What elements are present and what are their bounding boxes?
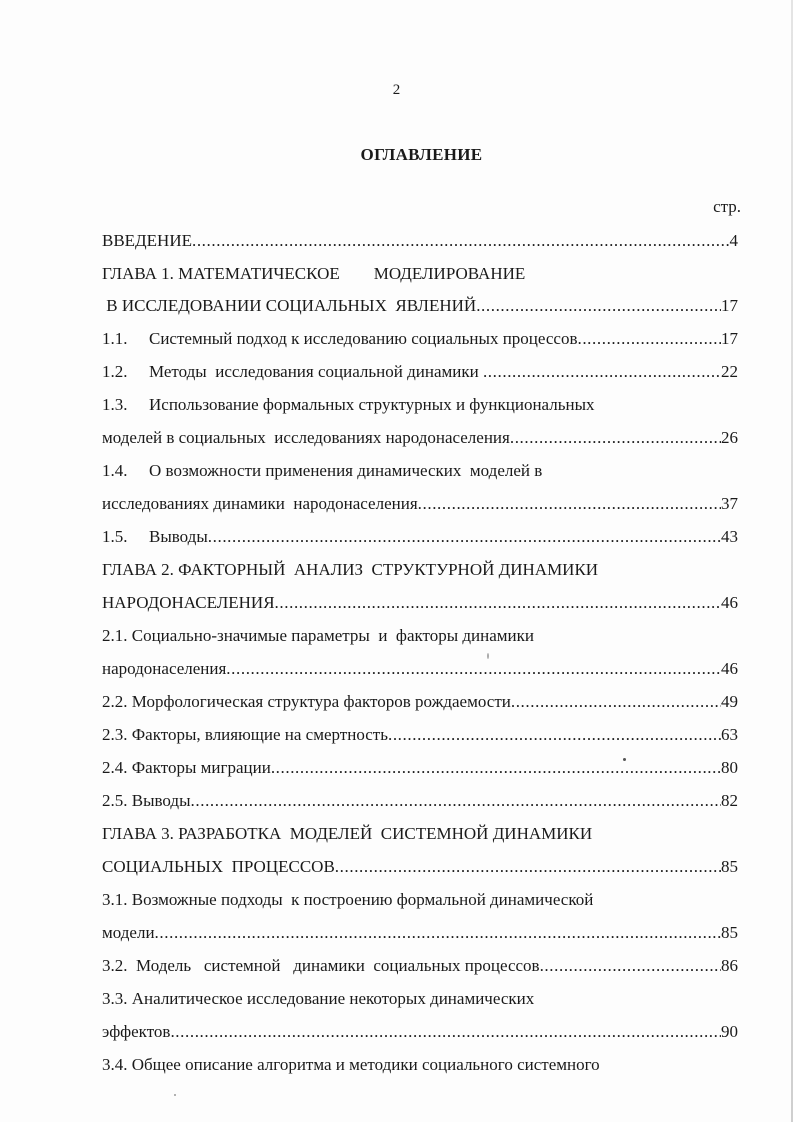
toc-entry-text: 2.2. Морфологическая структура факторов рождаемости: [102, 692, 511, 711]
toc-entry-3-3-cont: [102, 1020, 738, 1044]
toc-entry-chapter-2-cont: [102, 591, 738, 615]
toc-leader-dots: [191, 789, 721, 813]
toc-entry-1-3: [102, 393, 738, 417]
toc-entry-text: 2.3. Факторы, влияющие на смертность: [102, 725, 388, 744]
toc-leader-dots: [170, 1020, 721, 1044]
toc-entry-page: 43: [721, 527, 738, 546]
page-title: ОГЛАВЛЕНИЕ: [360, 145, 483, 164]
toc-entry-page: 17: [721, 329, 738, 348]
toc-entry-page: 49: [721, 692, 738, 711]
toc-entry-text: эффектов: [102, 1022, 171, 1041]
toc-entry-1-2: [102, 360, 738, 384]
toc-entry-2-2: [102, 690, 738, 714]
toc-entry-3-2: [102, 954, 738, 978]
toc-entry-text: 2.1. Социально-значимые параметры и факторы динамики: [102, 626, 534, 645]
toc-entry-text: Выводы: [149, 527, 208, 546]
toc-entry-text: 2.4. Факторы миграции: [102, 758, 271, 777]
toc-leader-dots: [226, 657, 721, 681]
toc-entry-text: народонаселения: [102, 659, 227, 678]
toc-entry-page: 17: [721, 296, 738, 315]
toc-leader-dots: [335, 855, 721, 879]
scan-speck: [623, 758, 626, 761]
toc-entry-2-5: [102, 789, 738, 813]
toc-entry-chapter-3-cont: [102, 855, 738, 879]
toc-entry-text: исследованиях динамики народонаселения: [102, 494, 418, 513]
toc-entry-text: 3.3. Аналитическое исследование некоторых динамических: [102, 989, 535, 1008]
toc-leader-dots: [208, 525, 721, 549]
toc-entry-chapter-2: [102, 558, 738, 582]
toc-leader-dots: [192, 229, 730, 253]
toc-leader-dots: [540, 954, 721, 978]
toc-entry-text: моделей в социальных исследованиях народонаселения: [102, 428, 510, 447]
toc-leader-dots: [510, 426, 721, 450]
toc-entry-3-4: [102, 1053, 738, 1077]
toc-leader-dots: [511, 690, 721, 714]
toc-entry-page: 22: [721, 362, 738, 381]
toc-entry-page: 26: [721, 428, 738, 447]
toc-entry-page: 85: [721, 857, 738, 876]
toc-entry-page: 46: [721, 593, 738, 612]
toc-entry-text: НАРОДОНАСЕЛЕНИЯ: [102, 593, 275, 612]
scan-speck: [487, 653, 489, 659]
toc-leader-dots: [577, 327, 721, 351]
toc-leader-dots: [275, 591, 721, 615]
toc-entry-number: 1.5.: [102, 527, 128, 546]
toc-entry-page: 80: [721, 758, 738, 777]
toc-entry-page: 63: [721, 725, 738, 744]
page-number: 2: [392, 82, 401, 98]
toc-entry-text: СОЦИАЛЬНЫХ ПРОЦЕССОВ: [102, 857, 335, 876]
toc-leader-dots: [418, 492, 721, 516]
toc-entry-2-1: [102, 624, 738, 648]
toc-entry-text: ГЛАВА 3. РАЗРАБОТКА МОДЕЛЕЙ СИСТЕМНОЙ ДИНАМИКИ: [102, 824, 593, 843]
toc-leader-dots: [271, 756, 721, 780]
toc-entry-number: 1.4.: [102, 461, 128, 480]
toc-entry-2-3: [102, 723, 738, 747]
toc-entry-introduction: [102, 229, 738, 253]
scan-speck: [174, 1094, 176, 1096]
toc-leader-dots: [388, 723, 721, 747]
toc-entry-page: 37: [721, 494, 738, 513]
toc-entry-text: ГЛАВА 2. ФАКТОРНЫЙ АНАЛИЗ СТРУКТУРНОЙ ДИНАМИКИ: [102, 560, 599, 579]
toc-leader-dots: [483, 360, 721, 384]
toc-entry-3-3: [102, 987, 738, 1011]
toc-entry-chapter-3: [102, 822, 738, 846]
toc-entry-text: Методы исследования социальной динамики: [149, 362, 483, 381]
toc-entry-1-5: [102, 525, 738, 549]
toc-entry-page: 90: [721, 1022, 738, 1041]
toc-leader-dots: [476, 294, 721, 318]
toc-entry-page: 86: [721, 956, 738, 975]
toc-entry-text: 2.5. Выводы: [102, 791, 191, 810]
toc-leader-dots: [155, 921, 721, 945]
toc-entry-3-1: [102, 888, 738, 912]
toc-entry-2-1-cont: [102, 657, 738, 681]
toc-entry-text: О возможности применения динамических моделей в: [149, 461, 543, 480]
toc-entry-chapter-1: [102, 262, 738, 286]
toc-entry-text: ГЛАВА 1. МАТЕМАТИЧЕСКОЕ МОДЕЛИРОВАНИЕ: [102, 264, 526, 283]
toc-entry-text: Использование формальных структурных и функциональных: [149, 395, 595, 414]
toc-entry-1-3-cont: [102, 426, 738, 450]
toc-entry-page: 85: [721, 923, 738, 942]
page-column-label: стр.: [713, 197, 741, 216]
toc-entry-number: 1.1.: [102, 329, 128, 348]
toc-entry-text: В ИССЛЕДОВАНИИ СОЦИАЛЬНЫХ ЯВЛЕНИЙ: [102, 296, 477, 315]
toc-entry-text: Системный подход к исследованию социальных процессов: [149, 329, 578, 348]
toc-entry-text: модели: [102, 923, 155, 942]
toc-entry-page: 46: [721, 659, 738, 678]
toc-entry-text: 3.2. Модель системной динамики социальных процессов: [102, 956, 540, 975]
toc-entry-1-1: [102, 327, 738, 351]
toc-entry-text: ВВЕДЕНИЕ: [102, 231, 192, 250]
toc-entry-2-4: [102, 756, 738, 780]
toc-entry-number: 1.2.: [102, 362, 128, 381]
toc-entry-text: 3.1. Возможные подходы к построению формальной динамической: [102, 890, 594, 909]
toc-entry-chapter-1-cont: [102, 294, 738, 318]
toc-entry-page: 4: [729, 231, 738, 250]
toc-entry-1-4-cont: [102, 492, 738, 516]
toc-entry-1-4: [102, 459, 738, 483]
toc-entry-text: 3.4. Общее описание алгоритма и методики социального системного: [102, 1055, 600, 1074]
toc-entry-3-1-cont: [102, 921, 738, 945]
toc-entry-number: 1.3.: [102, 395, 128, 414]
toc-entry-page: 82: [721, 791, 738, 810]
